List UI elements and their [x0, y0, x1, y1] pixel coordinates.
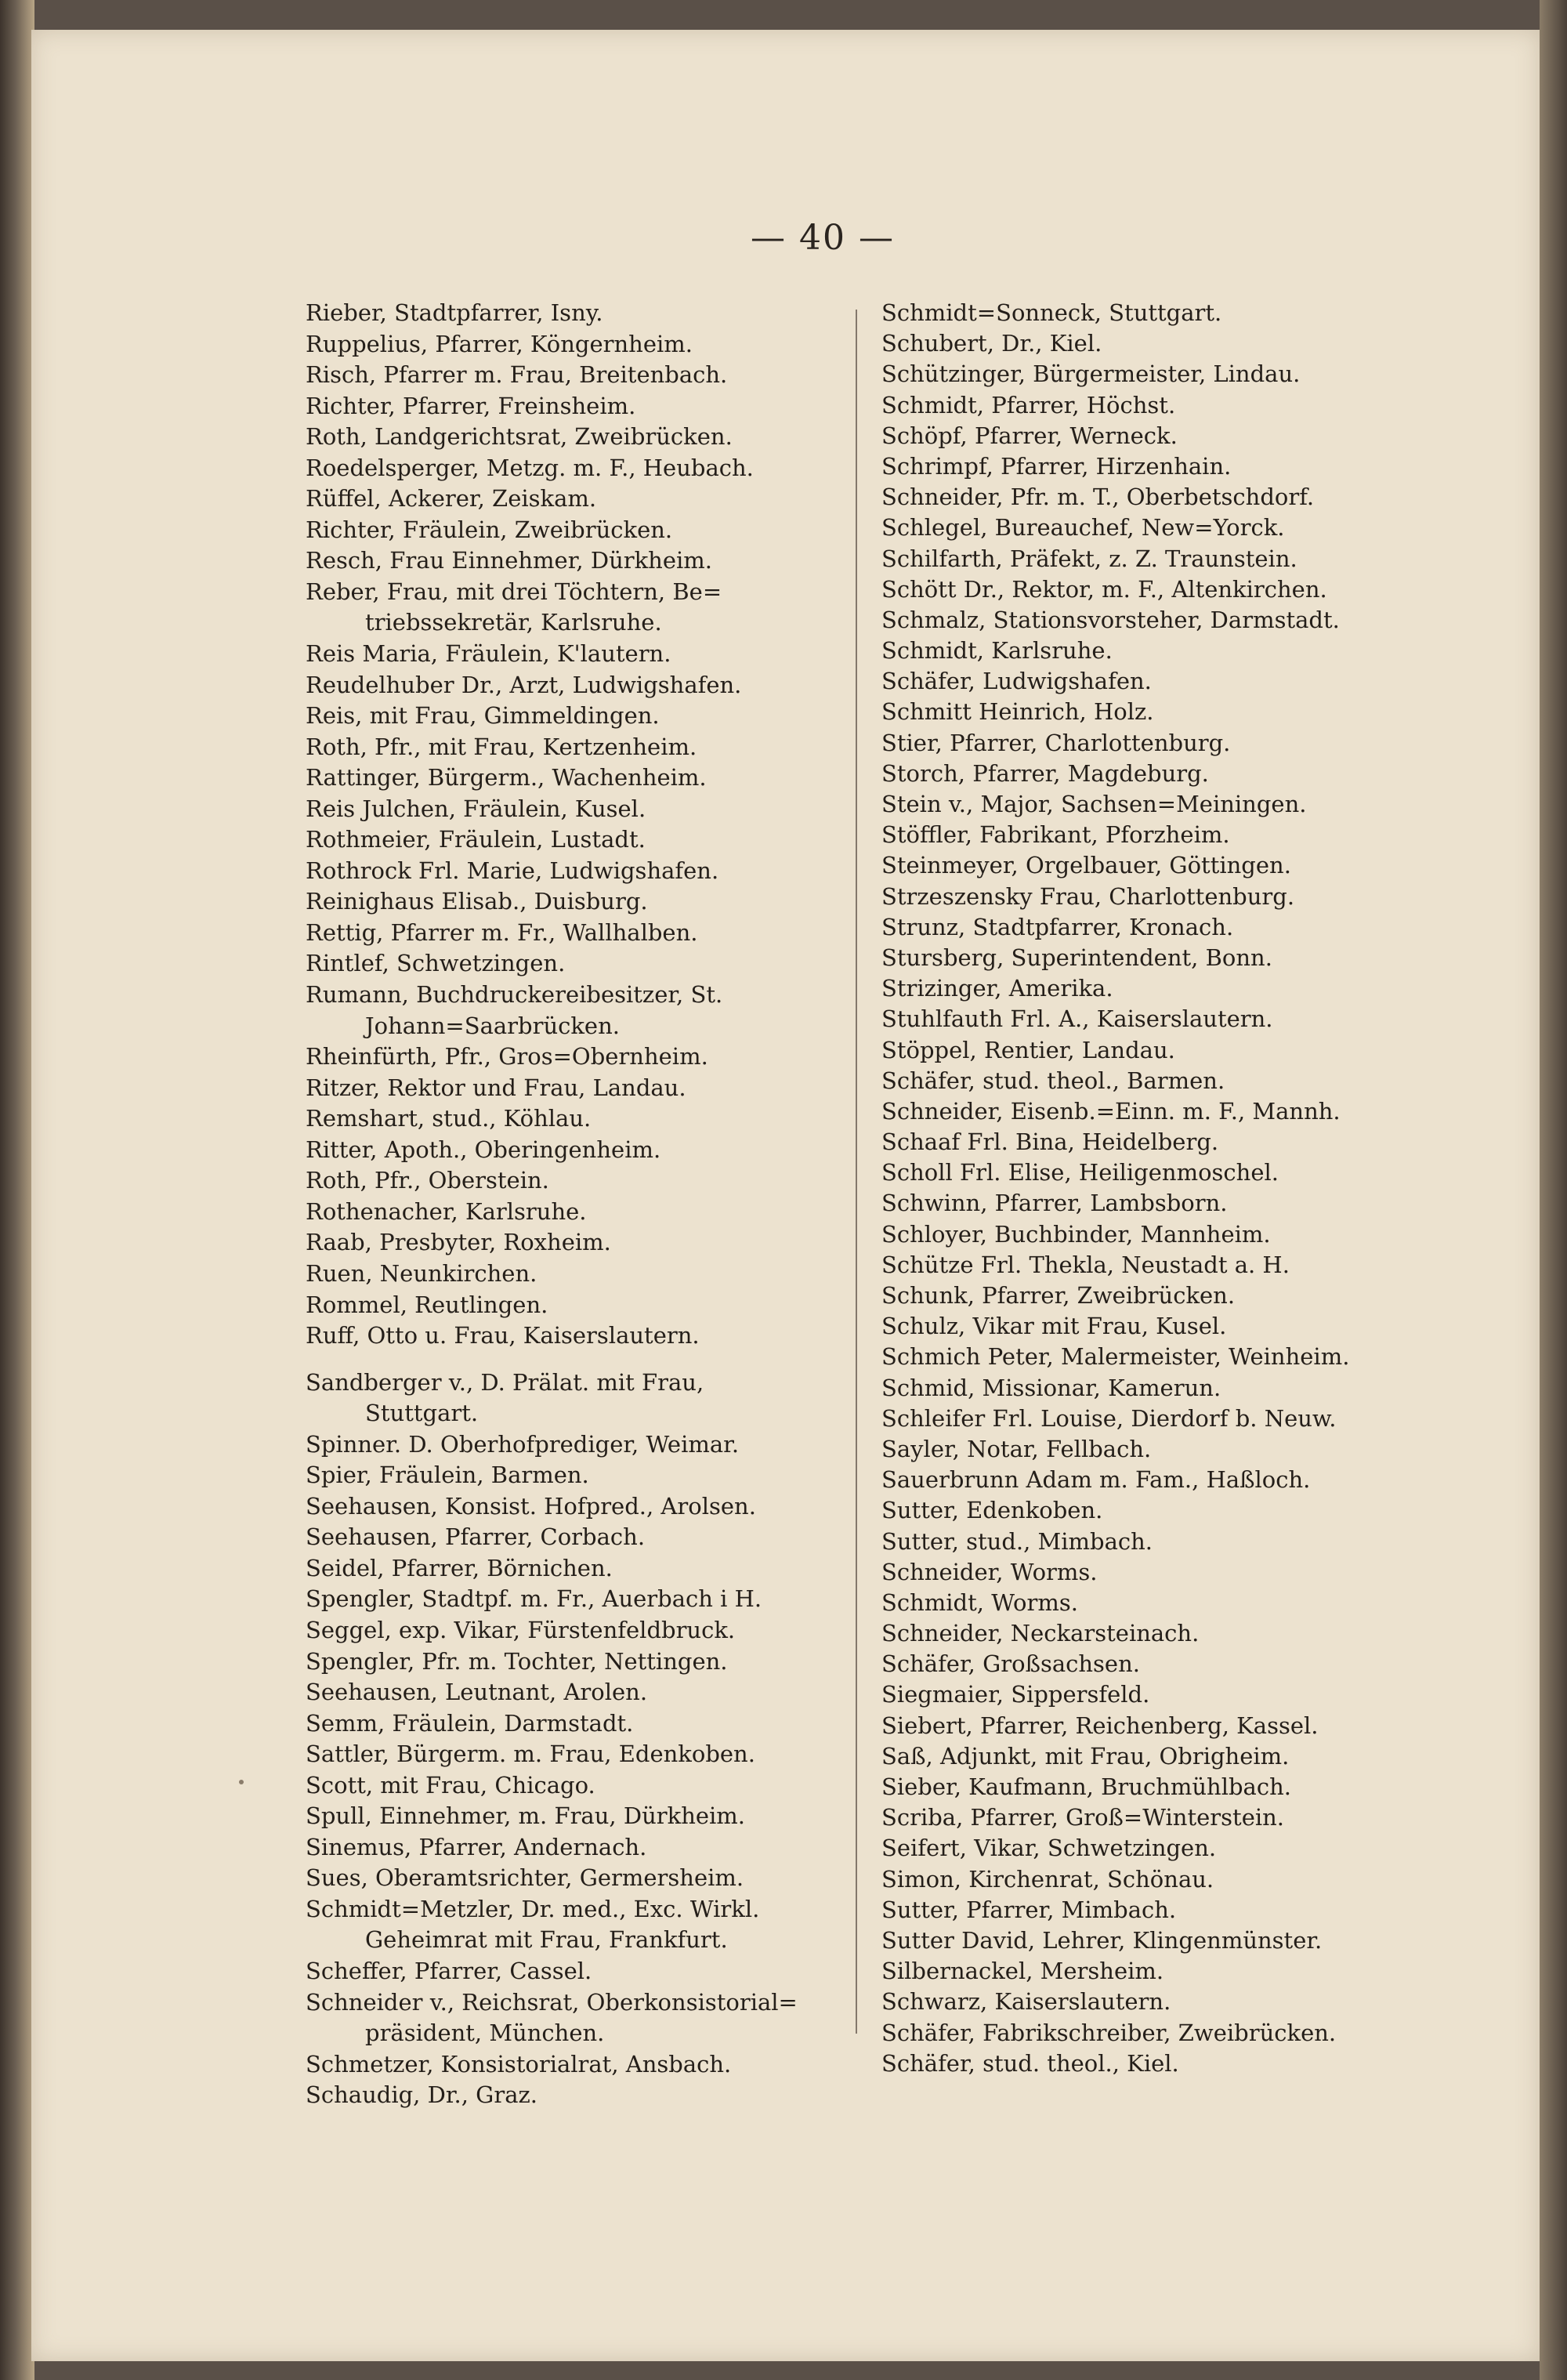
directory-entry: Sutter, Edenkoben. [881, 1497, 1103, 1524]
directory-entry: Steinmeyer, Orgelbauer, Göttingen. [881, 852, 1291, 879]
directory-entry: Rothrock Frl. Marie, Ludwigshafen. [306, 857, 719, 884]
directory-entry: Schilfarth, Präfekt, z. Z. Traunstein. [881, 545, 1297, 572]
directory-entry: Scholl Frl. Elise, Heiligenmoschel. [881, 1159, 1279, 1186]
ink-dot [239, 1780, 244, 1784]
directory-entry: Seggel, exp. Vikar, Fürstenfeldbruck. [306, 1616, 736, 1643]
directory-entry: Johann=Saarbrücken. [365, 1012, 620, 1039]
directory-entry: Seehausen, Konsist. Hofpred., Arolsen. [306, 1492, 756, 1520]
directory-entry: Schmidt, Pfarrer, Höchst. [881, 391, 1176, 418]
directory-entry: Reis, mit Frau, Gimmeldingen. [306, 702, 660, 730]
directory-entry: Schrimpf, Pfarrer, Hirzenhain. [881, 452, 1232, 480]
directory-entry: Scott, mit Frau, Chicago. [306, 1771, 595, 1799]
directory-entry: Richter, Pfarrer, Freinsheim. [306, 392, 636, 419]
directory-entry: Schäfer, Fabrikschreiber, Zweibrücken. [881, 2019, 1337, 2046]
directory-entry: Roth, Pfr., Oberstein. [306, 1167, 549, 1194]
directory-entry: Sattler, Bürgerm. m. Frau, Edenkoben. [306, 1741, 755, 1768]
directory-entry: Schneider v., Reichsrat, Oberkonsistorial= [306, 1988, 798, 2016]
directory-entry: Saß, Adjunkt, mit Frau, Obrigheim. [881, 1742, 1290, 1770]
directory-entry: Spengler, Stadtpf. m. Fr., Auerbach i H. [306, 1585, 762, 1613]
directory-entry: Sieber, Kaufmann, Bruchmühlbach. [881, 1773, 1291, 1800]
directory-entry: Rettig, Pfarrer m. Fr., Wallhalben. [306, 918, 698, 946]
directory-entry: Schmidt=Sonneck, Stuttgart. [881, 299, 1222, 326]
directory-entry: Rieber, Stadtpfarrer, Isny. [306, 299, 603, 326]
directory-entry: triebssekretär, Karlsruhe. [365, 609, 662, 636]
directory-entry: Schleifer Frl. Louise, Dierdorf b. Neuw. [881, 1404, 1337, 1432]
directory-entry: Schöpf, Pfarrer, Werneck. [881, 422, 1178, 449]
directory-entry: Schmidt=Metzler, Dr. med., Exc. Wirkl. [306, 1895, 760, 1922]
directory-entry: Schneider, Pfr. m. T., Oberbetschdorf. [881, 484, 1315, 511]
directory-entry: Rumann, Buchdruckereibesitzer, St. [306, 981, 723, 1009]
directory-entry: Rothenacher, Karlsruhe. [306, 1197, 587, 1225]
directory-entry: Storch, Pfarrer, Magdeburg. [881, 759, 1209, 787]
directory-entry: Schneider, Eisenb.=Einn. m. F., Mannh. [881, 1097, 1341, 1125]
page-number: — 40 — [751, 218, 895, 258]
directory-entry: Semm, Fräulein, Darmstadt. [306, 1709, 634, 1737]
directory-entry: Rothmeier, Fräulein, Lustadt. [306, 826, 646, 853]
directory-entry: Schlegel, Bureauchef, New=Yorck. [881, 514, 1285, 542]
directory-entry: Schwinn, Pfarrer, Lambsborn. [881, 1190, 1228, 1217]
directory-entry: Scriba, Pfarrer, Groß=Winterstein. [881, 1804, 1285, 1831]
directory-entry: präsident, München. [365, 2020, 605, 2047]
directory-entry: Schmid, Missionar, Kamerun. [881, 1374, 1221, 1401]
directory-entry: Sayler, Notar, Fellbach. [881, 1435, 1152, 1462]
directory-entry: Reber, Frau, mit drei Töchtern, Be= [306, 578, 722, 605]
directory-entry: Ruppelius, Pfarrer, Köngernheim. [306, 330, 693, 357]
directory-entry: Risch, Pfarrer m. Frau, Breitenbach. [306, 361, 728, 389]
directory-entry: Richter, Fräulein, Zweibrücken. [306, 516, 673, 543]
directory-entry: Schneider, Neckarsteinach. [881, 1620, 1200, 1647]
directory-entry: Roedelsperger, Metzg. m. F., Heubach. [306, 454, 754, 481]
directory-entry: Scheffer, Pfarrer, Cassel. [306, 1957, 592, 1984]
directory-entry: Spinner. D. Oberhofprediger, Weimar. [306, 1430, 740, 1458]
directory-entry: Rheinfürth, Pfr., Gros=Obernheim. [306, 1043, 708, 1070]
directory-entry: Roth, Pfr., mit Frau, Kertzenheim. [306, 733, 697, 760]
directory-entry: Raab, Presbyter, Roxheim. [306, 1229, 611, 1256]
directory-entry: Geheimrat mit Frau, Frankfurt. [365, 1926, 728, 1954]
directory-entry: Reinighaus Elisab., Duisburg. [306, 888, 648, 915]
directory-entry: Stöppel, Rentier, Landau. [881, 1036, 1175, 1063]
directory-entry: Ruen, Neunkirchen. [306, 1259, 537, 1287]
directory-entry: Schaaf Frl. Bina, Heidelberg. [881, 1128, 1219, 1156]
directory-entry: Schött Dr., Rektor, m. F., Altenkirchen. [881, 575, 1327, 603]
directory-entry: Sutter, stud., Mimbach. [881, 1527, 1153, 1555]
directory-entry: Sutter David, Lehrer, Klingenmünster. [881, 1926, 1323, 1954]
directory-entry: Seehausen, Pfarrer, Corbach. [306, 1523, 646, 1551]
book-spine-edge [0, 0, 34, 2380]
directory-entry: Stöffler, Fabrikant, Pforzheim. [881, 821, 1230, 849]
directory-entry: Strzeszensky Frau, Charlottenburg. [881, 882, 1295, 910]
directory-entry: Schäfer, stud. theol., Barmen. [881, 1067, 1225, 1094]
directory-entry: Schäfer, Großsachsen. [881, 1650, 1140, 1678]
directory-entry: Resch, Frau Einnehmer, Dürkheim. [306, 547, 713, 574]
directory-entry: Schaudig, Dr., Graz. [306, 2081, 537, 2109]
directory-entry: Schmitt Heinrich, Holz. [881, 698, 1154, 726]
directory-entry: Siebert, Pfarrer, Reichenberg, Kassel. [881, 1712, 1319, 1739]
directory-entry: Rüffel, Ackerer, Zeiskam. [306, 485, 597, 513]
directory-entry: Stier, Pfarrer, Charlottenburg. [881, 729, 1231, 756]
directory-entry: Stein v., Major, Sachsen=Meiningen. [881, 791, 1307, 817]
directory-entry: Schmidt, Worms. [881, 1588, 1078, 1616]
directory-entry: Sauerbrunn Adam m. Fam., Haßloch. [881, 1466, 1311, 1494]
directory-entry: Strunz, Stadtpfarrer, Kronach. [881, 913, 1234, 940]
directory-entry: Spier, Fräulein, Barmen. [306, 1462, 589, 1489]
directory-entry: Ritter, Apoth., Oberingenheim. [306, 1136, 661, 1163]
directory-entry: Schützinger, Bürgermeister, Lindau. [881, 360, 1301, 388]
directory-entry: Sues, Oberamtsrichter, Germersheim. [306, 1864, 744, 1892]
directory-entry: Seehausen, Leutnant, Arolen. [306, 1679, 648, 1706]
right-page-edge [1540, 0, 1567, 2380]
left-column [306, 298, 838, 2111]
directory-entry: Schneider, Worms. [881, 1558, 1098, 1585]
directory-entry: Schäfer, stud. theol., Kiel. [881, 2049, 1179, 2077]
directory-entry: Roth, Landgerichtsrat, Zweibrücken. [306, 423, 733, 451]
directory-entry: Silbernackel, Mersheim. [881, 1958, 1164, 1985]
directory-entry: Sandberger v., D. Prälat. mit Frau, [306, 1368, 704, 1396]
directory-entry: Schütze Frl. Thekla, Neustadt a. H. [881, 1251, 1290, 1278]
directory-entry: Rommel, Reutlingen. [306, 1291, 548, 1318]
directory-entry: Simon, Kirchenrat, Schönau. [881, 1865, 1214, 1893]
directory-entry: Remshart, stud., Köhlau. [306, 1105, 592, 1132]
directory-entry: Rintlef, Schwetzingen. [306, 950, 566, 977]
column-divider [856, 310, 857, 2034]
directory-entry: Schubert, Dr., Kiel. [881, 330, 1102, 357]
directory-entry: Schulz, Vikar mit Frau, Kusel. [881, 1313, 1227, 1340]
directory-entry: Strizinger, Amerika. [881, 975, 1113, 1002]
directory-entry: Reudelhuber Dr., Arzt, Ludwigshafen. [306, 671, 742, 698]
right-column [881, 298, 1383, 2079]
directory-entry: Spull, Einnehmer, m. Frau, Dürkheim. [306, 1802, 746, 1830]
directory-entry: Schmalz, Stationsvorsteher, Darmstadt. [881, 606, 1340, 633]
directory-entry: Schwarz, Kaiserslautern. [881, 1988, 1171, 2016]
directory-entry: Rattinger, Bürgerm., Wachenheim. [306, 764, 707, 792]
directory-entry: Schmidt, Karlsruhe. [881, 637, 1113, 665]
directory-entry: Stuttgart. [365, 1400, 479, 1427]
directory-entry: Stuhlfauth Frl. A., Kaiserslautern. [881, 1005, 1273, 1033]
directory-entry: Schloyer, Buchbinder, Mannheim. [881, 1220, 1271, 1248]
directory-entry: Schunk, Pfarrer, Zweibrücken. [881, 1282, 1236, 1309]
directory-entry: Seidel, Pfarrer, Börnichen. [306, 1554, 613, 1581]
directory-entry: Stursberg, Superintendent, Bonn. [881, 944, 1272, 971]
directory-entry: Sinemus, Pfarrer, Andernach. [306, 1833, 647, 1860]
directory-entry: Schäfer, Ludwigshafen. [881, 668, 1152, 695]
directory-entry: Schmich Peter, Malermeister, Weinheim. [881, 1343, 1350, 1371]
directory-entry: Spengler, Pfr. m. Tochter, Nettingen. [306, 1647, 728, 1675]
directory-entry: Siegmaier, Sippersfeld. [881, 1681, 1150, 1708]
directory-entry: Reis Maria, Fräulein, K'lautern. [306, 640, 671, 668]
directory-entry: Schmetzer, Konsistorialrat, Ansbach. [306, 2050, 732, 2078]
directory-entry: Ruff, Otto u. Frau, Kaiserslautern. [306, 1322, 700, 1349]
directory-entry: Seifert, Vikar, Schwetzingen. [881, 1835, 1217, 1862]
directory-entry: Ritzer, Rektor und Frau, Landau. [306, 1074, 686, 1101]
directory-entry: Sutter, Pfarrer, Mimbach. [881, 1896, 1177, 1923]
directory-entry: Reis Julchen, Fräulein, Kusel. [306, 795, 646, 822]
